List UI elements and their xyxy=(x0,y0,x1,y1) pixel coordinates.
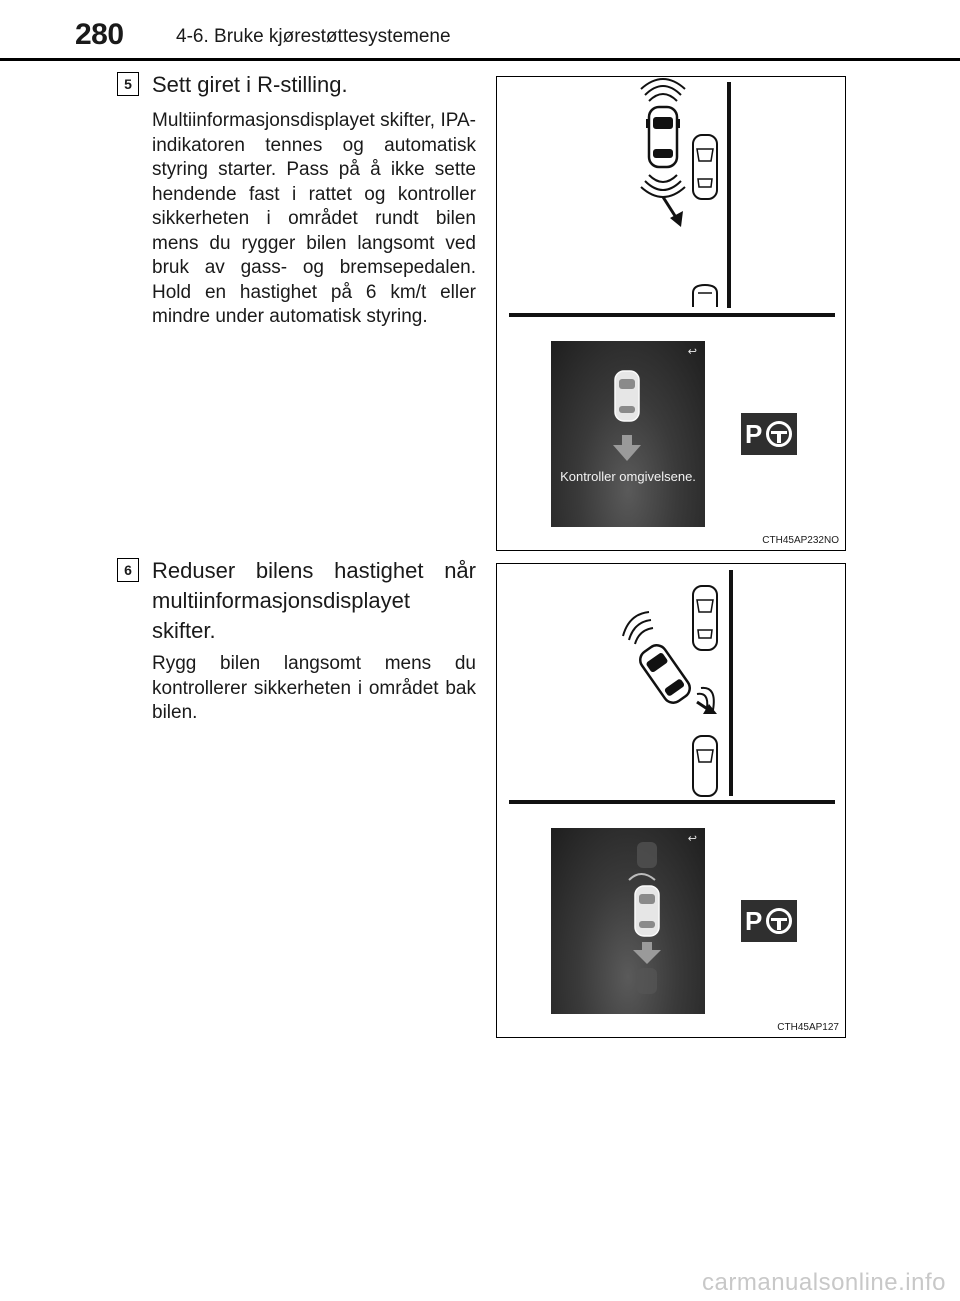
return-arrow-icon: ↩ xyxy=(687,833,697,845)
steering-wheel-icon xyxy=(766,908,792,934)
figure-divider xyxy=(509,313,835,317)
figure-code: CTH45AP232NO xyxy=(762,535,839,546)
parking-diagram xyxy=(497,564,847,814)
figure-code: CTH45AP127 xyxy=(777,1022,839,1033)
down-arrow-icon xyxy=(633,942,661,964)
ego-car-icon xyxy=(636,641,693,706)
curb-line xyxy=(727,82,731,308)
curb-line xyxy=(729,570,733,796)
rear-car-icon xyxy=(693,736,717,796)
display-message: Kontroller omgivelsene. xyxy=(560,469,696,484)
watermark: carmanualsonline.info xyxy=(702,1269,946,1296)
figure-step-5 xyxy=(496,76,846,551)
header-divider xyxy=(0,58,960,61)
step-number-badge: 5 xyxy=(117,72,139,96)
indicator-letter: P xyxy=(745,419,763,449)
step-number-badge: 6 xyxy=(117,558,139,582)
parked-car-icon xyxy=(693,586,717,650)
ego-car-icon xyxy=(646,107,680,167)
sensor-wave-icon xyxy=(629,874,655,880)
parked-car-icon xyxy=(693,135,717,199)
multi-info-display xyxy=(551,828,705,1014)
figure-divider xyxy=(509,800,835,804)
figure-step-6 xyxy=(496,563,846,1038)
parking-diagram xyxy=(497,77,847,327)
step-description: Multiinformasjonsdisplayet skifter, IPA-indikatoren tennes og automatisk styring starter. Pass på å ikke sette hendende fast i rattet og kontroller sikkerheten i området rundt bilen mens du rygger bilen langsomt ved bruk av gass- og bremsepedalen. Hold en hastighet på 6 km/t eller mindre under automatisk styring. xyxy=(152,110,476,327)
indicator-letter: P xyxy=(745,906,763,936)
ipa-indicator xyxy=(741,900,797,942)
step-description: Rygg bilen langsomt mens du kontrollerer sikkerheten i området bak bilen. xyxy=(152,653,476,723)
rear-car-icon xyxy=(693,285,717,307)
section-title: 4-6. Bruke kjørestøttesystemene xyxy=(176,26,451,47)
step-title: Reduser bilens hastighet når multiinformasjonsdisplayet skifter. xyxy=(152,558,476,643)
car-icon xyxy=(635,886,659,936)
reverse-arrow-icon xyxy=(663,197,683,227)
return-arrow-icon: ↩ xyxy=(687,346,697,358)
car-icon xyxy=(615,371,639,421)
page-number: 280 xyxy=(75,18,124,51)
multi-info-display xyxy=(551,341,705,527)
step-title: Sett giret i R-stilling. xyxy=(152,72,348,97)
ipa-indicator xyxy=(741,413,797,455)
steering-wheel-icon xyxy=(766,421,792,447)
down-arrow-icon xyxy=(613,435,641,461)
display-graphic xyxy=(551,838,705,1008)
